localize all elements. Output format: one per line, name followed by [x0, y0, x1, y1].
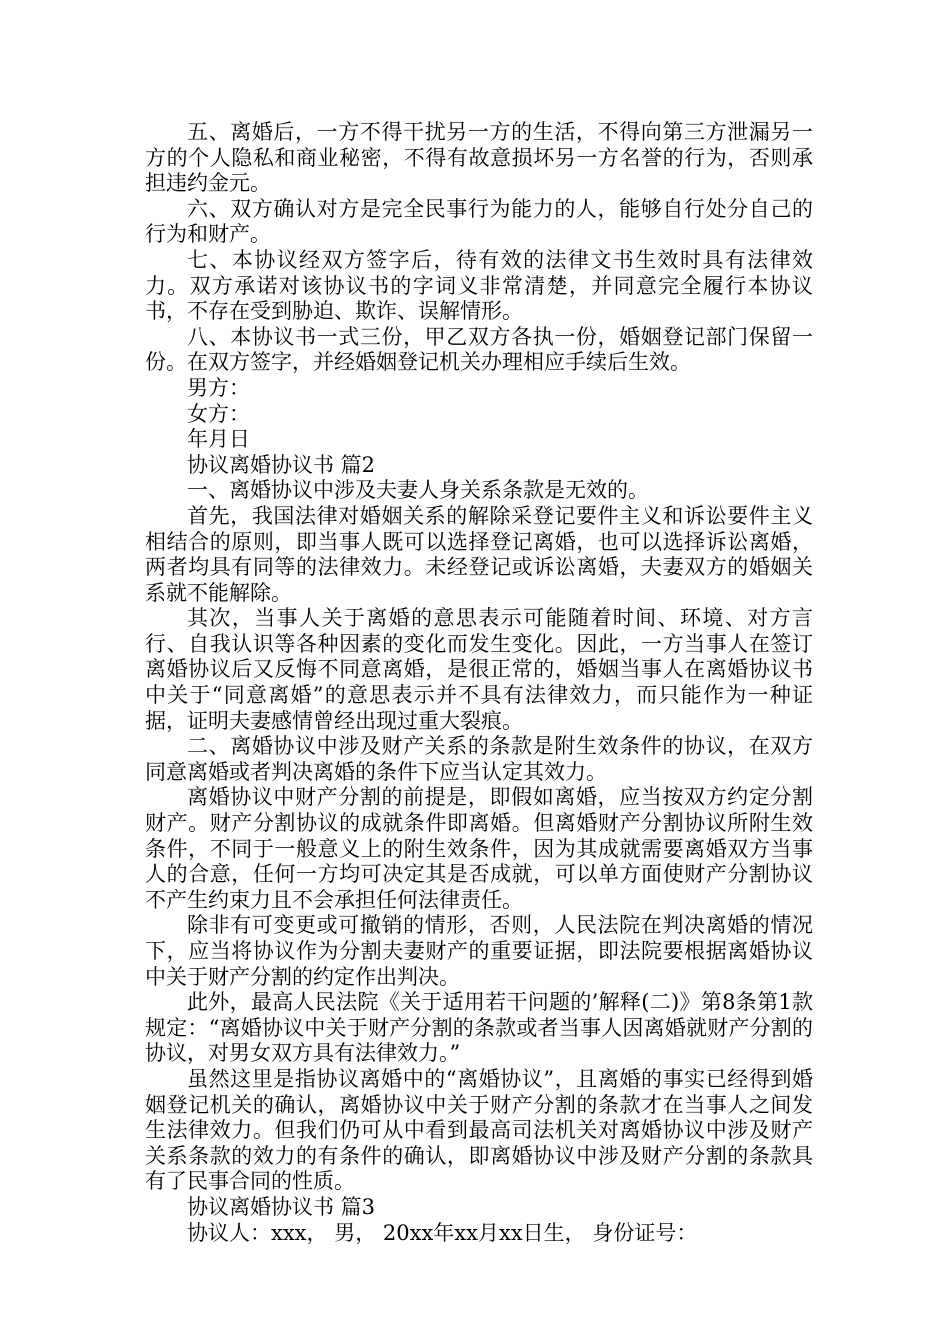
husband-signature-line: 男方：: [187, 375, 250, 400]
secondly-paragraph: 其次，当事人关于离婚的意思表示可能随着时间、环境、对方言行、自我认识等各种因素的变化而发生变化。因此，一方当事人在签订离婚协议后又反悔不同意离婚，是很正常的，婚姻当事人在离婚协议书中关于“同意离婚”的意思表示并不具有法律效力，而只能作为一种证据，证明夫妻感情曾经出现过重大裂痕。: [145, 606, 813, 733]
court-judgment-paragraph: 除非有可变更或可撤销的情形，否则，人民法院在判决离婚的情况下，应当将协议作为分割夫妻财产的重要证据，即法院要根据离婚协议中关于财产分割的约定作出判决。: [145, 913, 813, 989]
date-line: 年月日: [187, 427, 250, 452]
document-body: [145, 120, 813, 1246]
point-2-heading: 二、离婚协议中涉及财产关系的条款是附生效条件的协议，在双方同意离婚或者判决离婚的条件下应当认定其效力。: [145, 734, 813, 784]
firstly-paragraph: 首先，我国法律对婚姻关系的解除采登记要件主义和诉讼要件主义相结合的原则，即当事人既可以选择登记离婚，也可以选择诉讼离婚，两者均具有同等的法律效力。未经登记或诉讼离婚，夫妻双方的婚姻关系就不能解除。: [145, 503, 813, 605]
clause-5-paragraph: 五、离婚后，一方不得干扰另一方的生活，不得向第三方泄漏另一方的个人隐私和商业秘密，不得有故意损坏另一方名誉的行为，否则承担违约金元。: [145, 120, 813, 196]
supreme-court-paragraph: 此外，最高人民法院《关于适用若干问题的’解释(二)》第8条第1款规定：“离婚协议中关于财产分割的条款或者当事人因离婚就财产分割的协议，对男女双方具有法律效力。”: [145, 990, 813, 1066]
property-division-paragraph: 离婚协议中财产分割的前提是，即假如离婚，应当按双方约定分割财产。财产分割协议的成就条件即离婚。但离婚财产分割协议所附生效条件，不同于一般意义上的附生效条件，因为其成就需要离婚双方当事人的合意，任何一方均可决定其是否成就，可以单方面使财产分割协议不产生约束力且不会承担任何法律责任。: [145, 785, 813, 912]
clause-7-paragraph: 七、本协议经双方签字后，待有效的法律文书生效时具有法律效力。双方承诺对该协议书的字词义非常清楚，并同意完全履行本协议书，不存在受到胁迫、欺诈、误解情形。: [145, 247, 813, 324]
conclusion-paragraph: 虽然这里是指协议离婚中的“离婚协议”，且离婚的事实已经得到婚姻登记机关的确认，离婚协议中关于财产分割的条款才在当事人之间发生法律效力。但我们仍可从中看到最高司法机关对离婚协议中涉及财产关系条款的效力的有条件的确认，即离婚协议中涉及财产分割的条款具有了民事合同的性质。: [145, 1066, 813, 1194]
party-info-line: 协议人：xxx， 男， 20xx年xx月xx日生， 身份证号：: [187, 1220, 698, 1245]
clause-6-paragraph: 六、双方确认对方是完全民事行为能力的人，能够自行处分自己的行为和财产。: [145, 196, 813, 247]
wife-signature-line: 女方：: [187, 401, 250, 426]
section-heading-3: 协议离婚协议书 篇3: [187, 1194, 376, 1219]
section-heading-2: 协议离婚协议书 篇2: [187, 452, 376, 477]
clause-8-paragraph: 八、本协议书一式三份，甲乙双方各执一份，婚姻登记部门保留一份。在双方签字，并经婚姻登记机关办理相应手续后生效。: [145, 324, 813, 375]
point-1-heading: 一、离婚协议中涉及夫妻人身关系条款是无效的。: [187, 478, 649, 503]
